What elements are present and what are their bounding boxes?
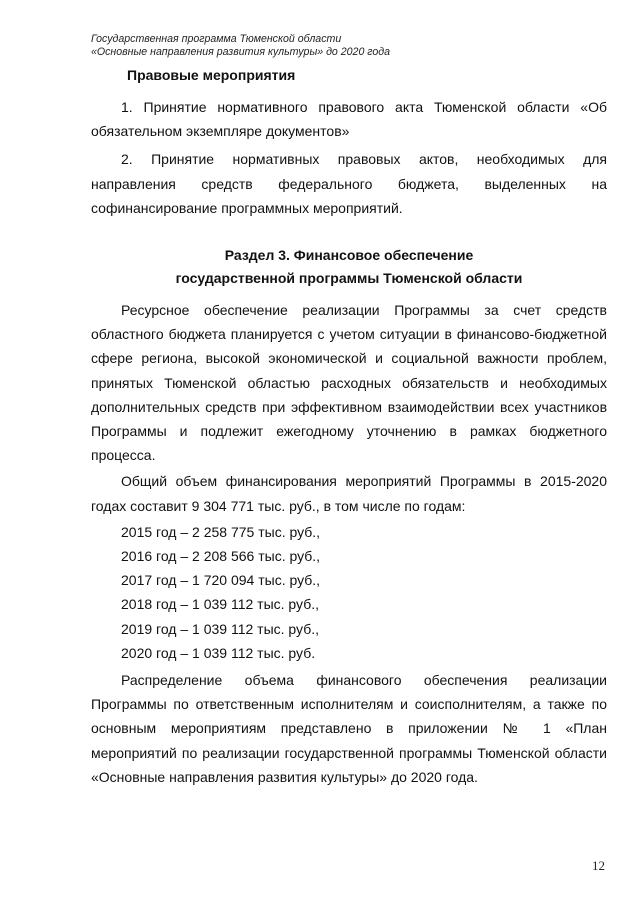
running-header-line-1: Государственная программа Тюменской области	[91, 33, 342, 45]
funding-year-2018: 2018 год – 1 039 112 тыс. руб.,	[121, 596, 320, 612]
funding-year-2015: 2015 год – 2 258 775 тыс. руб.,	[121, 524, 321, 540]
running-header	[91, 33, 390, 59]
funding-year-2019: 2019 год – 1 039 112 тыс. руб.,	[121, 621, 320, 637]
legal-item-2: 2. Принятие нормативных правовых актов, необходимых для направления средств федерального бюджета, выделенных на софинансирование программных мероприятий.	[91, 151, 607, 216]
page-number: 12	[592, 858, 605, 873]
funding-paragraph-1: Ресурсное обеспечение реализации Программы за счет средств областного бюджета планируется с учетом ситуации в финансово-бюджетной сфере региона, высокой экономической и социальной важности проблем, принятых Тюменской областью расходных обязательств и необходимых дополнительных средств при эффективном взаимодействии всех участников Программы и подлежит ежегодному уточнению в рамках бюджетного процесса.	[91, 302, 607, 464]
legal-measures-list	[91, 95, 607, 220]
running-header-line-2: «Основные направления развития культуры» до 2020 года	[91, 46, 391, 58]
section-3-title-line-1: Раздел 3. Финансовое обеспечение	[224, 247, 474, 263]
funding-year-2020: 2020 год – 1 039 112 тыс. руб.	[121, 645, 316, 661]
section-3-body	[91, 298, 607, 518]
funding-paragraph-2: Общий объем финансирования мероприятий Программы в 2015-2020 годах составит 9 304 771 тыс. руб., в том числе по годам:	[91, 473, 607, 514]
legal-measures-heading: Правовые мероприятия	[127, 67, 296, 83]
section-3-title	[91, 244, 607, 290]
distribution-block	[91, 668, 607, 789]
funding-paragraph-3: Распределение объема финансового обеспечения реализации Программы по ответственным исполнителям и соисполнителям, а также по основным мероприятиям представлено в приложении № 1 «План мероприятий по реализации государственной программы Тюменской области «Основные направления развития культуры» до 2020 года.	[91, 672, 607, 785]
legal-item-1: 1. Принятие нормативного правового акта Тюменской области «Об обязательном экземпляре документов»	[91, 99, 607, 140]
funding-year-2016: 2016 год – 2 208 566 тыс. руб.,	[121, 548, 321, 564]
funding-year-2017: 2017 год – 1 720 094 тыс. руб.,	[121, 572, 321, 588]
section-3-title-line-2: государственной программы Тюменской области	[175, 270, 523, 286]
